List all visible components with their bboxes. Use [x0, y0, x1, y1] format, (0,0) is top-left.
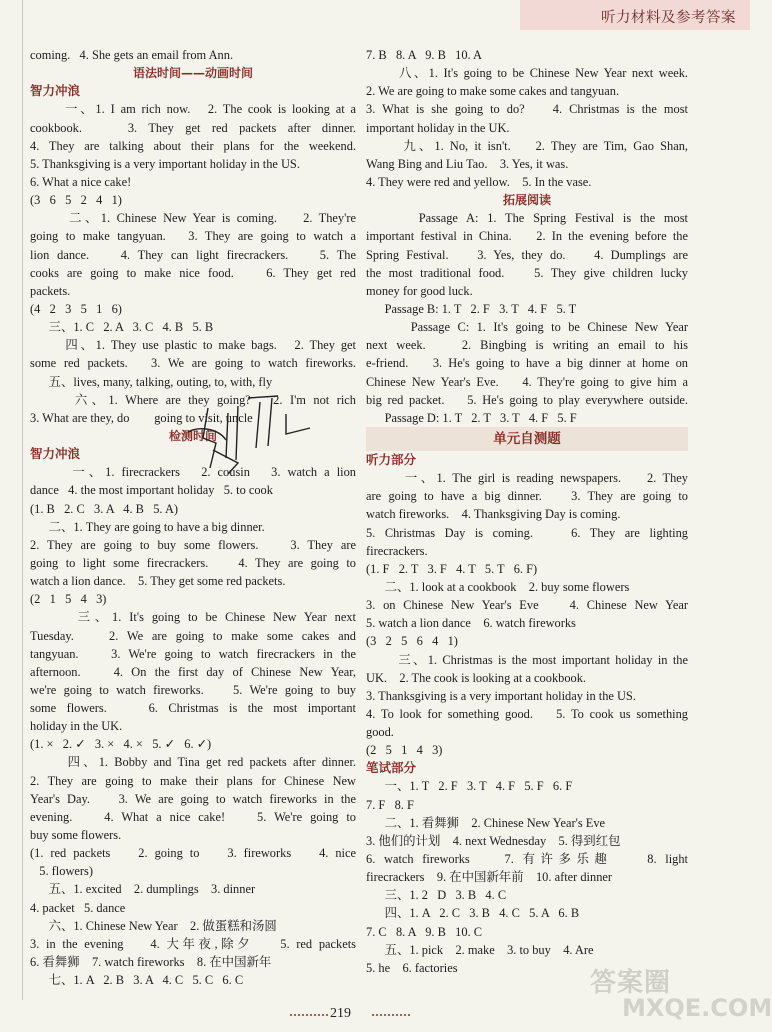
answer-line: (1. × 2. ✓ 3. × 4. × 5. ✓ 6. ✓)	[30, 737, 212, 752]
footer-dots-left	[290, 1014, 328, 1016]
answer-line: 6. 看舞狮 7. watch fireworks 8. 在中国新年	[30, 955, 272, 970]
watermark-logo: 答案圈	[590, 968, 672, 998]
answer-line: evening. 4. What a nice cake! 5. We're going to	[30, 809, 356, 824]
answer-line: next week. 2. Bingbing is writing an email to his	[366, 338, 688, 353]
answer-line: 4. They are talking about their plans for the weekend.	[30, 138, 356, 153]
answer-line: holiday in the UK.	[30, 719, 123, 734]
answer-line: 五、1. pick 2. make 3. to buy 4. Are	[366, 942, 594, 957]
answer-line: (1. B 2. C 3. A 4. B 5. A)	[30, 501, 179, 516]
answer-line: 六、1. Chinese New Year 2. 做蛋糕和汤圆	[30, 918, 277, 933]
answer-line: important festival in China. 2. In the evening before the	[366, 229, 688, 244]
margin-rule	[22, 0, 23, 1000]
answer-line: 一、1. The girl is reading newspapers. 2. They	[366, 471, 688, 486]
answer-line: good.	[366, 725, 394, 740]
answer-line: watch fireworks. 4. Thanksgiving Day is coming.	[366, 507, 621, 522]
section-heading: 智力冲浪	[30, 446, 81, 462]
header-title: 听力材料及参考答案	[601, 10, 736, 26]
answer-line: (2 1 5 4 3)	[30, 592, 107, 607]
answer-line: 5. Thanksgiving is a very important holiday in the US.	[30, 156, 300, 171]
answer-line: are going to have a big dinner. 3. They are going to	[366, 489, 688, 504]
right-column	[366, 46, 688, 977]
answer-line: firecrackers 9. 在中国新年前 10. after dinner	[366, 870, 613, 885]
answer-line: Passage B: 1. T 2. F 3. T 4. F 5. T	[366, 301, 577, 316]
answer-line: Chinese New Year's Eve. 4. They're going to give him a	[366, 374, 688, 389]
answer-line: packets.	[30, 283, 71, 298]
answer-line: firecrackers.	[366, 543, 428, 558]
answer-line: 4. They were red and yellow. 5. In the vase.	[366, 174, 592, 189]
pen-scribble-drawing	[168, 388, 328, 478]
answer-line: 一、1. firecrackers 2. cousin 3. watch a lion	[30, 465, 356, 480]
answer-line: going to make tangyuan. 3. They are going to watch a	[30, 229, 356, 244]
answer-line: 三、1. Christmas is the most important holiday in the	[366, 652, 688, 667]
answer-line: UK. 2. The cook is looking at a cookbook.	[366, 670, 587, 685]
answer-line: 五、lives, many, talking, outing, to, with, fly	[30, 374, 273, 389]
answer-line: 七、1. A 2. B 3. A 4. C 5. C 6. C	[30, 973, 244, 988]
answer-line: some flowers. 6. Christmas is the most important	[30, 701, 356, 716]
answer-line: 3. in the evening 4. 大年夜,除夕 5. red packets	[30, 936, 356, 951]
answer-line: 六、1. Where are they going? 2. I'm not rich	[30, 392, 356, 407]
answer-line: 二、1. They are going to have a big dinner.	[30, 519, 265, 534]
section-title: 拓展阅读	[502, 193, 551, 208]
answer-line: going to light some firecrackers. 4. They are going to	[30, 555, 356, 570]
answer-line: 6. What a nice cake!	[30, 174, 132, 189]
section-heading: 听力部分	[366, 451, 417, 467]
answer-line: 2. We are going to make some cakes and tangyuan.	[366, 84, 620, 99]
answer-line: Passage A: 1. The Spring Festival is the most	[366, 211, 688, 226]
answer-line: 5. watch a lion dance 6. watch fireworks	[366, 616, 576, 631]
answer-line: 二、1. look at a cookbook 2. buy some flowers	[366, 579, 630, 594]
answer-line: afternoon. 4. On the first day of Chinese New Year,	[30, 664, 356, 679]
answer-line: 6. watch fireworks 7. 有许多乐趣 8. light	[366, 852, 688, 867]
answer-line: (3 6 5 2 4 1)	[30, 193, 122, 208]
answer-line: 三、1. 2 D 3. B 4. C	[366, 888, 507, 903]
answer-line: Spring Festival. 3. Yes, they do. 4. Dumplings are	[366, 247, 688, 262]
answer-line: dance 4. the most important holiday 5. to cook	[30, 483, 273, 498]
answer-line: big red packet. 5. He's going to play everywhere outside.	[366, 392, 688, 407]
left-column	[30, 46, 356, 989]
section-title: 单元自测题	[366, 427, 688, 451]
answer-line: Wang Bing and Liu Tao. 3. Yes, it was.	[366, 156, 569, 171]
answer-line: 二、1. 看舞狮 2. Chinese New Year's Eve	[366, 815, 606, 830]
answer-line: 3. What are they, do going to visit, uncle	[30, 410, 253, 425]
section-title: 语法时间——动画时间	[132, 66, 253, 81]
answer-line: Passage C: 1. It's going to be Chinese New Year	[366, 320, 688, 335]
answer-line: 3. What is she going to do? 4. Christmas is the most	[366, 102, 688, 117]
answer-line: watch a lion dance. 5. They get some red packets.	[30, 574, 286, 589]
section-heading: 笔试部分	[366, 760, 417, 776]
page-number: 219	[330, 1006, 351, 1021]
answer-line: money for good luck.	[366, 283, 473, 298]
answer-line: tangyuan. 3. We're going to watch firecrackers in the	[30, 646, 356, 661]
answer-line: some red packets. 3. We are going to watch fireworks.	[30, 356, 356, 371]
answer-line: 八、1. It's going to be Chinese New Year next week.	[366, 66, 688, 81]
footer-dots-right	[372, 1014, 410, 1016]
answer-line: 三、1. It's going to be Chinese New Year next	[30, 610, 356, 625]
answer-line: 四、1. Bobby and Tina get red packets after dinner.	[30, 755, 356, 770]
answer-line: 4. To look for something good. 5. To cook us something	[366, 706, 688, 721]
answer-line: buy some flowers.	[30, 828, 122, 843]
answer-line: (3 2 5 6 4 1)	[366, 634, 458, 649]
answer-line: 二、1. Chinese New Year is coming. 2. They're	[30, 211, 356, 226]
answer-line: 5. Christmas Day is coming. 6. They are lighting	[366, 525, 688, 540]
answer-line: 五、1. excited 2. dumplings 3. dinner	[30, 882, 256, 897]
answer-line: Passage D: 1. T 2. T 3. T 4. F 5. F	[366, 410, 577, 425]
answer-line: (4 2 3 5 1 6)	[30, 301, 122, 316]
watermark-url: MXQE.COM	[622, 994, 772, 1022]
answer-line: 2. They are going to buy some flowers. 3. They are	[30, 537, 356, 552]
answer-line: (2 5 1 4 3)	[366, 743, 443, 758]
answer-line: (1. F 2. T 3. F 4. T 5. T 6. F)	[366, 561, 538, 576]
answer-line: 一、1. T 2. F 3. T 4. F 5. F 6. F	[366, 779, 573, 794]
answer-line: 一、1. I am rich now. 2. The cook is looking at a	[30, 102, 356, 117]
answer-line: cookbook. 3. They get red packets after dinner.	[30, 120, 356, 135]
answer-line: 3. Thanksgiving is a very important holiday in the US.	[366, 688, 636, 703]
answer-line: important holiday in the UK.	[366, 120, 510, 135]
answer-line: we're going to watch fireworks. 5. We're going to buy	[30, 682, 356, 697]
answer-line: 7. B 8. A 9. B 10. A	[366, 48, 483, 62]
answer-line: 2. They are going to make their plans for Chinese New	[30, 773, 356, 788]
answer-line: 九、1. No, it isn't. 2. They are Tim, Gao Shan,	[366, 138, 688, 153]
answer-line: lion dance. 4. They can light firecrackers. 5. The	[30, 247, 356, 262]
answer-line: 3. 他们的计划 4. next Wednesday 5. 得到红包	[366, 833, 621, 848]
section-title: 检测时间	[168, 428, 217, 443]
answer-line: (1. red packets 2. going to 3. fireworks 4. nice	[30, 846, 356, 861]
answer-line: 5. he 6. factories	[366, 960, 458, 975]
answer-line: coming. 4. She gets an email from Ann.	[30, 48, 234, 62]
header-band	[520, 0, 750, 30]
answer-line: 7. F 8. F	[366, 797, 414, 812]
answer-line: 7. C 8. A 9. B 10. C	[366, 924, 483, 939]
answer-line: the most traditional food. 5. They give children lucky	[366, 265, 688, 280]
answer-line: 4. packet 5. dance	[30, 900, 126, 915]
answer-line: cooks are going to make nice food. 6. They get red	[30, 265, 356, 280]
answer-line: 5. flowers)	[30, 864, 93, 879]
answer-line: 3. on Chinese New Year's Eve 4. Chinese New Year	[366, 598, 688, 613]
answer-line: Tuesday. 2. We are going to make some cakes and	[30, 628, 356, 643]
answer-line: Year's Day. 3. We are going to watch fireworks in the	[30, 791, 356, 806]
answer-line: 四、1. They use plastic to make bags. 2. They get	[30, 338, 356, 353]
answer-line: e-friend. 3. He's going to have a big dinner at home on	[366, 356, 688, 371]
answer-line: 四、1. A 2. C 3. B 4. C 5. A 6. B	[366, 906, 580, 921]
answer-line: 三、1. C 2. A 3. C 4. B 5. B	[30, 320, 214, 335]
section-heading: 智力冲浪	[30, 83, 81, 99]
